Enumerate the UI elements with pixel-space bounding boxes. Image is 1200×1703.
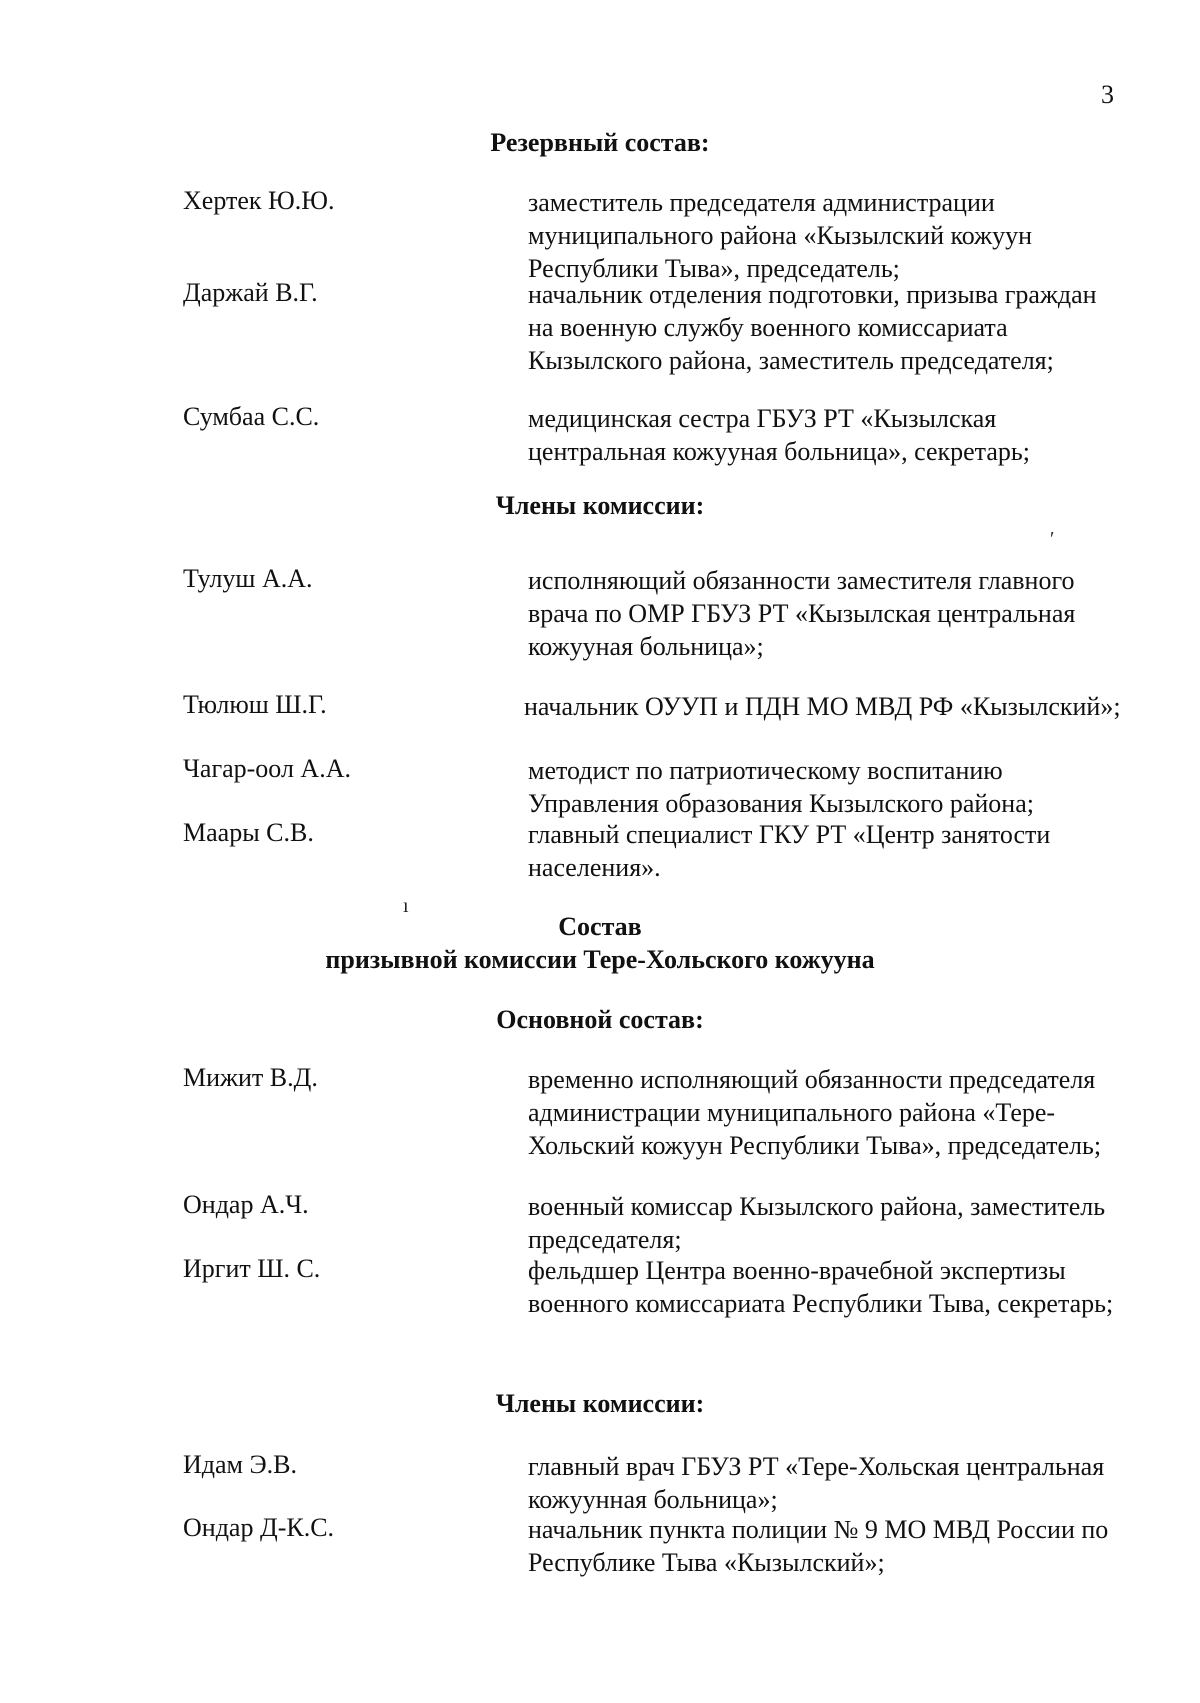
composition-title-line: призывной комиссии Тере-Хольского кожууна bbox=[325, 945, 875, 974]
member-name: Даржай В.Г. bbox=[183, 278, 318, 307]
member-role: начальник отделения подготовки, призыва граждан на военную службу военного комиссариата Кызылского района, заместитель председателя; bbox=[528, 280, 1097, 375]
member-role: военный комиссар Кызылского района, заместитель председателя; bbox=[528, 1192, 1106, 1254]
member-name: Идам Э.В. bbox=[183, 1450, 298, 1479]
member-role: главный специалист ГКУ РТ «Центр занятости населения». bbox=[528, 820, 1051, 882]
member-name: Тюлюш Ш.Г. bbox=[183, 690, 327, 719]
member-role: начальник ОУУП и ПДН МО МВД РФ «Кызылский»; bbox=[524, 692, 1121, 721]
member-role: главный врач ГБУЗ РТ «Тере-Хольская центральная кожуунная больница»; bbox=[528, 1452, 1105, 1514]
scan-speck-mark: ′ bbox=[1050, 528, 1055, 550]
member-name: Чагар-оол А.А. bbox=[183, 754, 351, 783]
member-role: заместитель председателя администрации муниципального района «Кызылский кожуун Республики Тыва», председатель; bbox=[528, 188, 1033, 283]
composition-title bbox=[0, 910, 1200, 976]
member-name: Ондар Д-К.С. bbox=[183, 1513, 335, 1542]
member-name: Иргит Ш. С. bbox=[183, 1254, 321, 1283]
member-role: медицинская сестра ГБУЗ РТ «Кызылская центральная кожууная больница», секретарь; bbox=[528, 404, 1030, 466]
section-heading-members: Члены комиссии: bbox=[495, 1389, 705, 1418]
member-name: Мааpы С.В. bbox=[183, 818, 314, 847]
scan-speck-mark: ı bbox=[403, 895, 409, 917]
member-role: фельдшер Центра военно-врачебной экспертизы военного комиссариата Республики Тыва, секретарь; bbox=[528, 1256, 1114, 1318]
section-heading-main: Основной состав: bbox=[496, 1005, 704, 1034]
composition-title-line: Состав bbox=[558, 912, 642, 941]
member-role: исполняющий обязанности заместителя главного врача по ОМР ГБУЗ РТ «Кызылская центральная кожууная больница»; bbox=[528, 566, 1076, 661]
section-heading-members: Члены комиссии: bbox=[495, 491, 705, 520]
member-role: начальник пункта полиции № 9 МО МВД России по Республике Тыва «Кызылский»; bbox=[528, 1515, 1109, 1577]
page-number: 3 bbox=[1101, 80, 1114, 109]
member-name: Ондар А.Ч. bbox=[183, 1190, 309, 1219]
member-name: Мижит В.Д. bbox=[183, 1063, 318, 1092]
member-name: Сумбаа С.С. bbox=[183, 402, 320, 431]
member-name: Тулуш А.А. bbox=[183, 564, 313, 593]
section-heading-reserve: Резервный состав: bbox=[490, 128, 710, 157]
member-role: временно исполняющий обязанности председателя администрации муниципального района «Тере-Хольский кожуун Республики Тыва», председатель; bbox=[528, 1065, 1102, 1160]
member-name: Хертек Ю.Ю. bbox=[183, 186, 335, 215]
member-role: методист по патриотическому воспитанию Управления образования Кызылского района; bbox=[528, 756, 1034, 818]
